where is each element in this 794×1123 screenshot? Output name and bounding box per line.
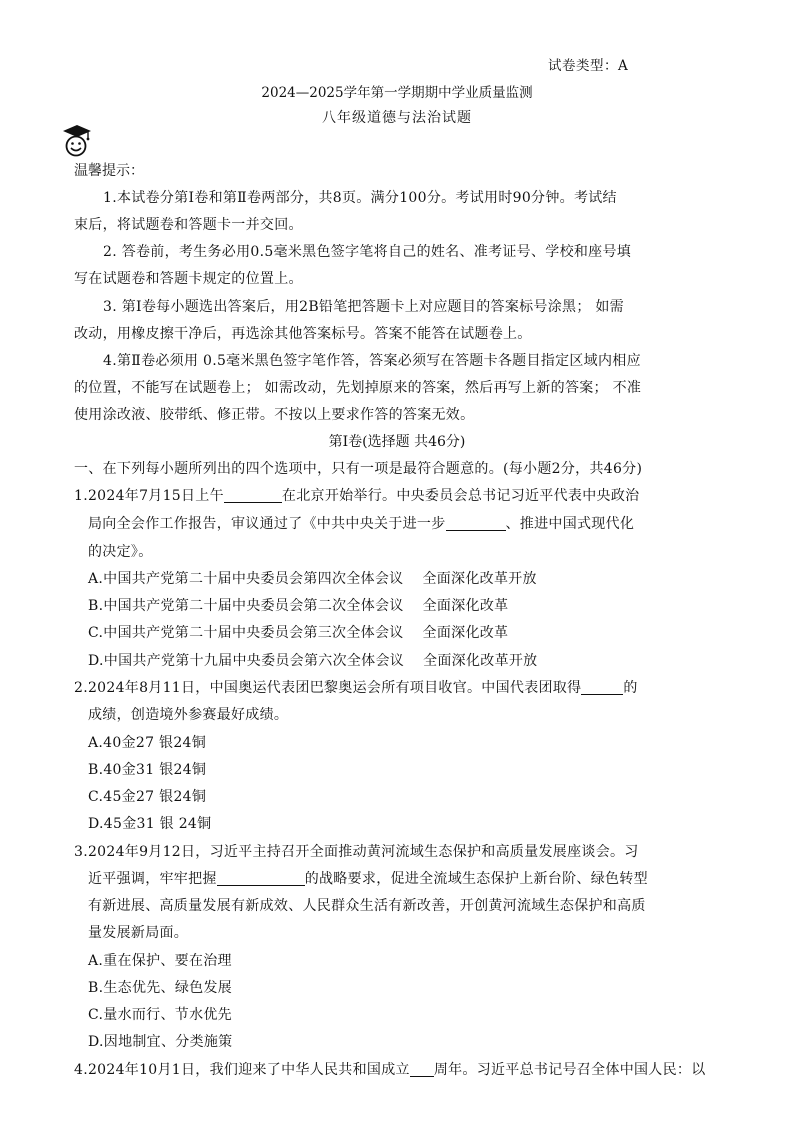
tip-line: 使用涂改液、胶带纸、修正带。不按以上要求作答的答案无效。 <box>74 407 475 423</box>
question-2-stem <box>74 677 638 697</box>
question-1-stem <box>74 485 639 505</box>
option-b: B.中国共产党第二十届中央委员会第二次全体会议 全面深化改革 <box>88 598 509 614</box>
paper-type-label: 试卷类型：A <box>548 58 629 74</box>
answer-blank <box>217 871 305 886</box>
option-c: C.中国共产党第二十届中央委员会第三次全体会议 全面深化改革 <box>88 625 509 641</box>
smiley-graduate-icon <box>60 122 94 158</box>
section-title: 第Ⅰ卷(选择题 共46分) <box>328 434 466 450</box>
exam-title: 2024—2025学年第一学期期中学业质量监测 <box>261 85 533 101</box>
question-text: 4.2024年10月1日，我们迎来了中华人民共和国成立 <box>74 1062 410 1078</box>
question-text: 近平强调，牢牢把握 <box>88 871 217 887</box>
question-text: 的战略要求，促进全流域生态保护上新台阶、绿色转型 <box>304 871 648 887</box>
question-4-stem <box>74 1059 706 1079</box>
option-d: D.45金31 银 24铜 <box>88 816 212 832</box>
tip-line: 1.本试卷分第Ⅰ卷和第Ⅱ卷两部分，共8页。满分100分。考试用时90分钟。考试结 <box>103 190 617 206</box>
question-3-stem <box>88 868 648 888</box>
tips-label: 温馨提示： <box>74 163 144 179</box>
option-d: D.中国共产党第十九届中央委员会第六次全体会议 全面深化改革开放 <box>88 653 538 669</box>
tip-line: 写在试题卷和答题卡规定的位置上。 <box>74 271 303 287</box>
question-text: 2.2024年8月11日，中国奥运代表团巴黎奥运会所有项目收官。中国代表团取得 <box>74 680 582 696</box>
question-3-stem: 量发展新局面。 <box>88 925 189 941</box>
question-2-stem: 成绩，创造境外参赛最好成绩。 <box>88 707 289 723</box>
option-d: D.因地制宜、分类施策 <box>88 1034 233 1050</box>
tip-line: 3. 第Ⅰ卷每小题选出答案后，用2B铅笔把答题卡上对应题目的答案标号涂黑； 如需 <box>103 299 624 315</box>
question-text: 局向全会作工作报告，审议通过了《中共中央关于进一步 <box>88 516 446 532</box>
option-a: A.40金27 银24铜 <box>88 735 207 751</box>
tip-line: 束后，将试题卷和答题卡一并交回。 <box>74 217 303 233</box>
question-text: 、推进中国式现代化 <box>505 516 635 532</box>
option-a: A.重在保护、要在治理 <box>88 953 232 969</box>
tip-line: 4.第Ⅱ卷必须用 0.5毫米黑色签字笔作答，答案必须写在答题卡各题目指定区域内相应 <box>103 353 641 369</box>
option-b: B.生态优先、绿色发展 <box>88 980 233 996</box>
question-text: 周年。习近平总书记号召全体中国人民：以 <box>433 1062 706 1078</box>
question-3-stem: 有新进展、高质量发展有新成效、人民群众生活有新改善，开创黄河流域生态保护和高质 <box>88 898 646 914</box>
question-text: 的 <box>623 680 638 696</box>
option-a: A.中国共产党第二十届中央委员会第四次全体会议 全面深化改革开放 <box>88 571 537 587</box>
question-3-stem: 3.2024年9月12日，习近平主持召开全面推动黄河流域生态保护和高质量发展座谈会。习 <box>74 844 639 860</box>
option-c: C.45金27 银24铜 <box>88 789 207 805</box>
option-c: C.量水而行、节水优先 <box>88 1007 232 1023</box>
answer-blank <box>224 488 282 503</box>
question-text: 1.2024年7月15日上午 <box>74 488 224 504</box>
exam-subtitle: 八年级道德与法治试题 <box>322 110 472 126</box>
option-b: B.40金31 银24铜 <box>88 762 207 778</box>
tip-line: 的位置，不能写在试题卷上； 如需改动，先划掉原来的答案，然后再写上新的答案； 不准 <box>74 380 642 396</box>
answer-blank <box>581 680 623 695</box>
tip-line: 2. 答卷前，考生务必用0.5毫米黑色签字笔将自己的姓名、准考证号、学校和座号填 <box>103 244 632 260</box>
answer-blank <box>410 1062 434 1077</box>
question-1-stem <box>88 513 634 533</box>
question-text: 在北京开始举行。中央委员会总书记习近平代表中央政治 <box>281 488 640 504</box>
section-instruction: 一、在下列每小题所列出的四个选项中，只有一项是最符合题意的。(每小题2分，共46分) <box>74 461 643 477</box>
question-1-stem: 的决定》。 <box>88 544 153 560</box>
tip-line: 改动，用橡皮擦干净后，再选涂其他答案标号。答案不能答在试题卷上。 <box>74 326 532 342</box>
answer-blank <box>446 516 506 531</box>
